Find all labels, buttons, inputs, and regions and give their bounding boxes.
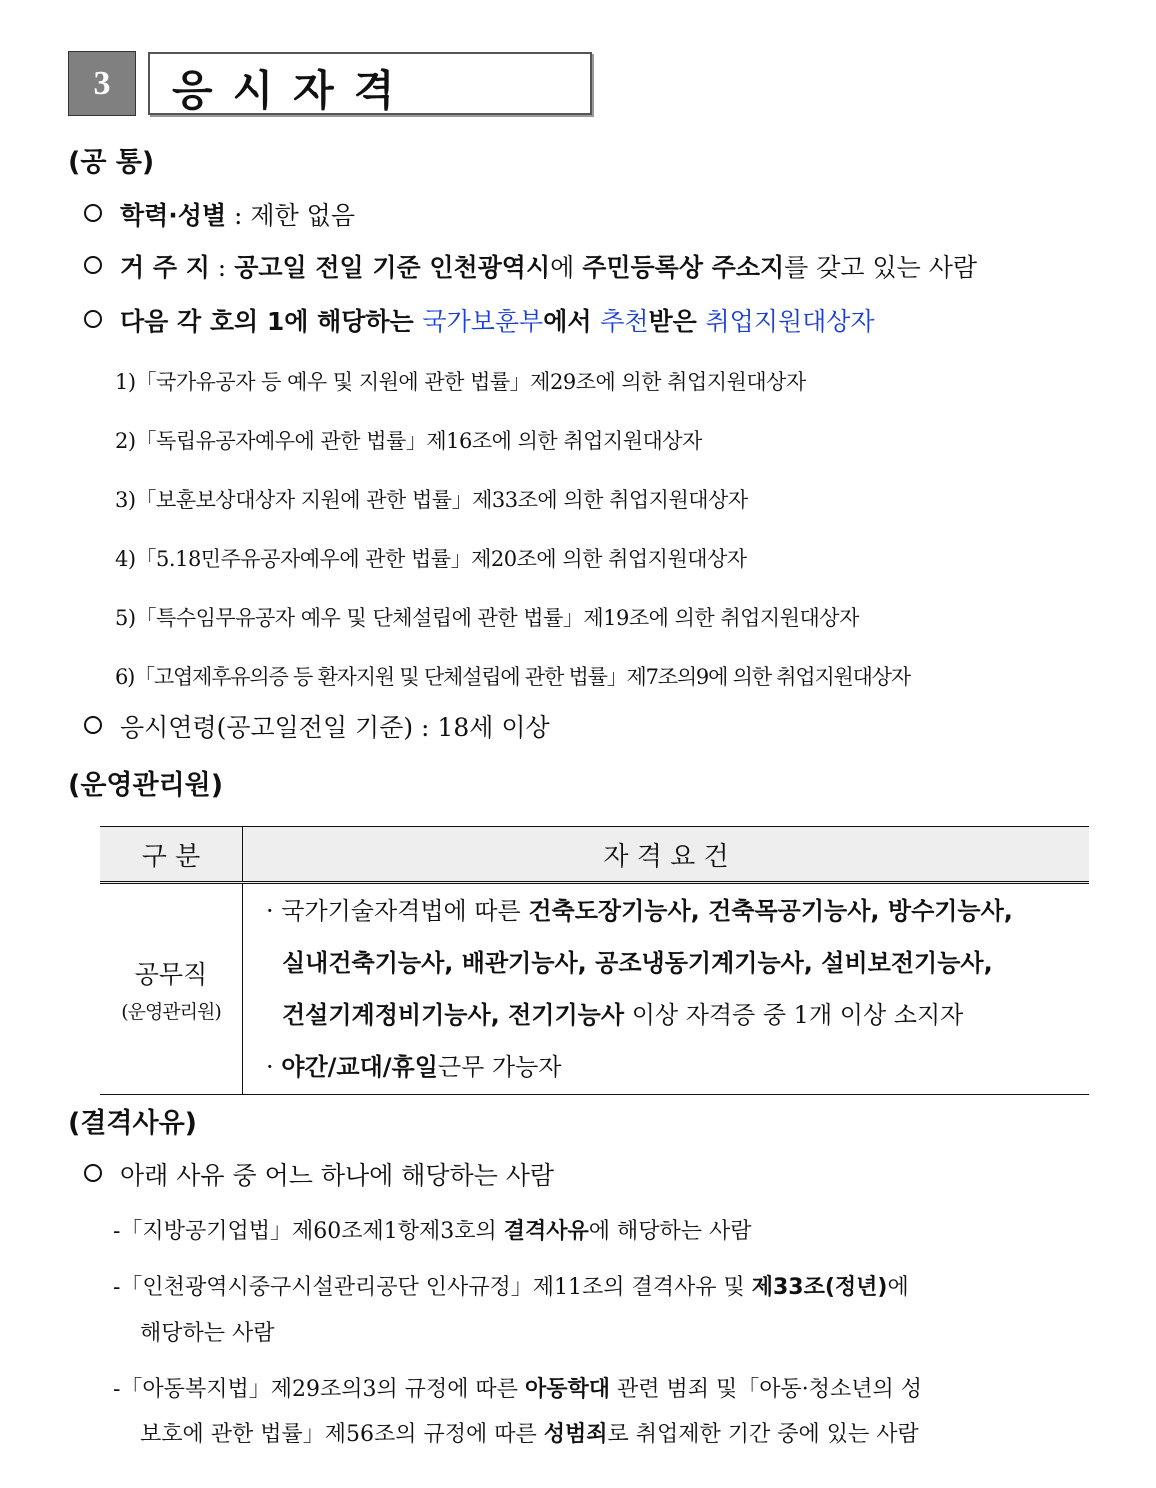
circle-bullet-icon bbox=[84, 204, 102, 222]
law-item: 3)「보훈보상대상자 지원에 관한 법률」제33조에 의한 취업지원대상자 bbox=[115, 488, 748, 512]
disq-item bbox=[113, 1372, 922, 1403]
common-heading: (공 통) bbox=[68, 147, 155, 178]
disq-item bbox=[113, 1270, 909, 1301]
table-header-category: 구 분 bbox=[100, 827, 243, 883]
section-number: 3 bbox=[68, 51, 136, 116]
disq-main-text: 아래 사유 중 어느 하나에 해당하는 사람 bbox=[120, 1161, 555, 1190]
law-item: 1)「국가유공자 등 예우 및 지원에 관한 법률」제29조에 의한 취업지원대상자 bbox=[115, 370, 806, 394]
law-item: 5)「특수임무유공자 예우 및 단체설립에 관한 법률」제19조에 의한 취업지원대상자 bbox=[115, 606, 859, 630]
disq-bold: 성범죄 bbox=[543, 1422, 608, 1447]
req-bold: 야간/교대/휴일 bbox=[281, 1053, 438, 1081]
veteran-bold-3: 받은 bbox=[648, 307, 706, 336]
veteran-ministry: 국가보훈부 bbox=[422, 307, 544, 336]
veteran-bold-2: 에서 bbox=[543, 307, 601, 336]
residence-text-2: 를 갖고 있는 사람 bbox=[784, 253, 978, 282]
req-bold: 실내건축기능사, 배관기능사, 공조냉동기계기능사, 설비보전기능사, bbox=[282, 949, 993, 977]
age-item bbox=[84, 708, 550, 744]
req-text: 근무 가능자 bbox=[437, 1053, 562, 1081]
residence-sep: : bbox=[209, 253, 235, 282]
requirement-line bbox=[244, 1041, 1088, 1093]
law-item: 2)「독립유공자예우에 관한 법률」제16조에 의한 취업지원대상자 bbox=[115, 429, 702, 453]
law-item: 4)「5.18민주유공자예우에 관한 법률」제20조에 의한 취업지원대상자 bbox=[115, 547, 747, 571]
disq-text: 에 bbox=[887, 1275, 909, 1300]
disq-text: -「아동복지법」제29조의3의 규정에 따른 bbox=[113, 1377, 525, 1402]
disq-bold: 아동학대 bbox=[524, 1377, 610, 1402]
ops-heading: (운영관리원) bbox=[68, 770, 224, 801]
circle-bullet-icon bbox=[84, 1164, 102, 1182]
disq-heading: (결격사유) bbox=[68, 1108, 198, 1139]
residence-item bbox=[84, 248, 977, 284]
circle-bullet-icon bbox=[84, 310, 102, 328]
disq-text: -「인천광역시중구시설관리공단 인사규정」제11조의 결격사유 및 bbox=[113, 1275, 752, 1300]
disq-bold: 제33조(정년) bbox=[751, 1275, 888, 1300]
table-header-requirements: 자 격 요 건 bbox=[243, 827, 1090, 883]
requirement-line bbox=[244, 885, 1088, 937]
requirement-line bbox=[244, 937, 1088, 989]
education-label: 학력·성별 bbox=[120, 201, 227, 230]
req-bold: 건축도장기능사, 건축목공기능사, 방수기능사, bbox=[528, 897, 1013, 925]
disq-item-cont bbox=[140, 1417, 919, 1448]
education-item bbox=[84, 196, 355, 232]
table-row bbox=[100, 883, 1089, 1095]
requirement-line bbox=[244, 989, 1088, 1041]
req-text: 이상 자격증 중 1개 이상 소지자 bbox=[624, 1001, 964, 1029]
circle-bullet-icon bbox=[84, 716, 102, 734]
req-text: · 국가기술자격법에 따른 bbox=[266, 897, 529, 925]
age-text: 응시연령(공고일전일 기준) : 18세 이상 bbox=[120, 713, 550, 742]
veteran-bold-1: 다음 각 호의 1에 해당하는 bbox=[120, 307, 423, 336]
disq-text: 에 해당하는 사람 bbox=[588, 1219, 752, 1244]
veteran-item bbox=[84, 302, 875, 338]
category-cell bbox=[100, 883, 243, 1095]
qualification-table bbox=[100, 826, 1089, 1095]
law-item: 6)「고엽제후유의증 등 환자지원 및 단체설립에 관한 법률」제7조의9에 의한 취업지원대상자 bbox=[115, 665, 910, 689]
requirements-cell bbox=[243, 883, 1090, 1095]
disq-main-item bbox=[84, 1156, 554, 1192]
disq-bold: 결격사유 bbox=[503, 1219, 589, 1244]
veteran-recommend: 추천 bbox=[600, 307, 649, 336]
disq-text: 보호에 관한 법률」제56조의 규정에 따른 bbox=[140, 1422, 544, 1447]
disq-item-cont: 해당하는 사람 bbox=[140, 1321, 275, 1346]
residence-text-1: 에 bbox=[550, 253, 583, 282]
circle-bullet-icon bbox=[84, 256, 102, 274]
category-sub: (운영관리원) bbox=[121, 1000, 221, 1023]
residence-label: 거 주 지 bbox=[120, 253, 210, 282]
disq-text: 로 취업제한 기간 중에 있는 사람 bbox=[607, 1422, 919, 1447]
disq-text: 관련 범죄 및「아동·청소년의 성 bbox=[609, 1377, 922, 1402]
residence-bold-2: 주민등록상 주소지 bbox=[582, 253, 785, 282]
disq-text: -「지방공기업법」제60조제1항제3호의 bbox=[113, 1219, 504, 1244]
req-text: · bbox=[266, 1053, 282, 1081]
category-main: 공무직 bbox=[134, 959, 208, 989]
residence-bold-1: 공고일 전일 기준 인천광역시 bbox=[234, 253, 551, 282]
education-value: : 제한 없음 bbox=[226, 201, 355, 230]
section-title: 응시자격 bbox=[172, 66, 415, 115]
section-title-box bbox=[148, 52, 592, 115]
veteran-target: 취업지원대상자 bbox=[705, 307, 875, 336]
req-bold: 건설기계정비기능사, 전기기능사 bbox=[282, 1001, 625, 1029]
disq-item bbox=[113, 1214, 751, 1245]
